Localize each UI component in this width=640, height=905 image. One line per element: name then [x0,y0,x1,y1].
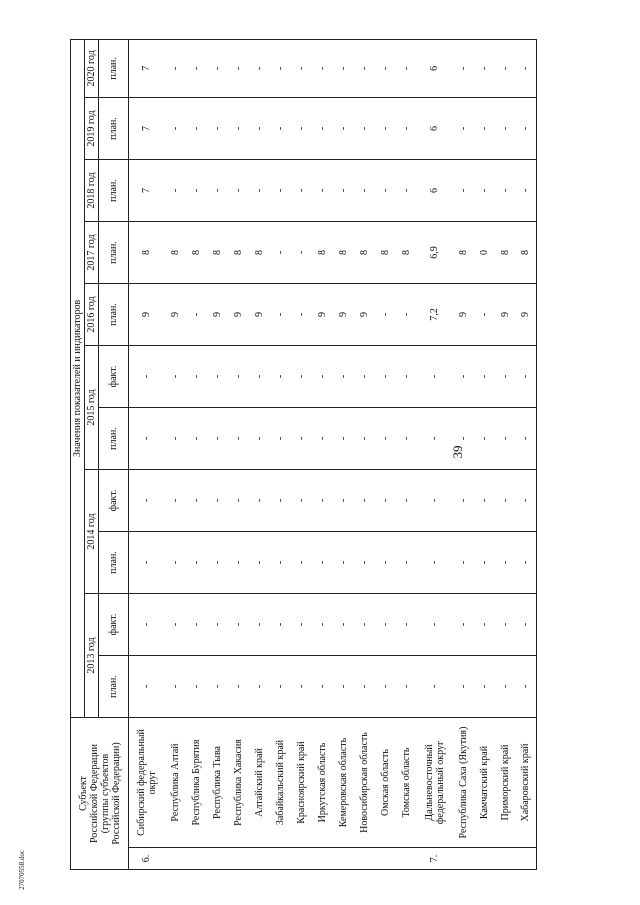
value-cell: - [396,408,417,470]
value-cell: - [396,284,417,346]
value-cell: - [474,346,495,408]
value-cell: - [165,39,186,97]
value-cell: - [453,656,474,718]
value-cell: - [375,656,396,718]
row-number [396,848,417,870]
value-cell: - [396,470,417,532]
table-row [291,39,312,869]
value-cell: - [312,160,333,222]
value-cell: 9 [495,284,516,346]
subject-name: Республика Саха (Якутия) [453,718,474,848]
year-header: 2020 год [85,39,99,97]
row-number: 7. [417,848,453,870]
subject-name: Республика Бурятия [186,718,207,848]
subject-name: Приморский край [495,718,516,848]
value-cell: - [333,470,354,532]
value-cell: - [396,594,417,656]
value-cell: - [270,39,291,97]
value-cell: - [186,284,207,346]
value-cell: - [312,408,333,470]
year-header: 2013 год [85,594,99,718]
value-cell: - [396,346,417,408]
value-cell: 9 [165,284,186,346]
value-cell: - [516,532,537,594]
value-cell: 0 [474,222,495,284]
row-number [186,848,207,870]
value-cell: - [207,594,228,656]
value-cell: - [375,532,396,594]
subject-header-line: Российской Федерации [88,744,100,844]
table-row [474,39,495,869]
subject-name: Алтайский край [249,718,270,848]
subject-name: Республика Тыва [207,718,228,848]
value-cell: - [165,346,186,408]
subject-name: Кемеровская область [333,718,354,848]
value-cell: - [495,98,516,160]
value-cell: 8 [207,222,228,284]
row-number [354,848,375,870]
values-header: Значения показателей и индикаторов [71,39,85,717]
value-cell: 9 [228,284,249,346]
subject-name: Республика Хакасия [228,718,249,848]
value-cell: - [312,39,333,97]
plan-header: план. [99,408,129,470]
row-number [516,848,537,870]
fact-header: факт. [99,346,129,408]
value-cell: - [129,408,165,470]
subject-header [71,718,129,870]
value-cell: - [270,594,291,656]
value-cell: - [516,160,537,222]
value-cell: - [396,160,417,222]
value-cell: - [396,532,417,594]
value-cell: - [453,594,474,656]
fact-header: факт. [99,594,129,656]
value-cell: - [165,160,186,222]
value-cell: 9 [333,284,354,346]
value-cell: - [186,160,207,222]
fact-header: факт. [99,470,129,532]
value-cell: - [354,346,375,408]
value-cell: - [474,284,495,346]
value-cell: - [453,160,474,222]
value-cell: 9 [249,284,270,346]
subject-name: Камчатский край [474,718,495,848]
value-cell: - [165,408,186,470]
value-cell: - [129,470,165,532]
value-cell: - [312,346,333,408]
value-cell: 8 [333,222,354,284]
value-cell: 8 [516,222,537,284]
value-cell: - [333,656,354,718]
value-cell: - [354,470,375,532]
table-row [249,39,270,869]
value-cell: - [516,346,537,408]
value-cell: - [495,160,516,222]
value-cell: 6 [417,160,453,222]
value-cell: 9 [354,284,375,346]
value-cell: - [354,39,375,97]
value-cell: - [228,532,249,594]
value-cell: 6 [417,98,453,160]
value-cell: - [186,470,207,532]
value-cell: - [186,408,207,470]
value-cell: - [207,470,228,532]
value-cell: - [249,98,270,160]
subject-name: Красноярский край [291,718,312,848]
year-header: 2017 год [85,222,99,284]
row-number [474,848,495,870]
value-cell: - [186,98,207,160]
value-cell: - [333,98,354,160]
plan-header: план. [99,160,129,222]
table-row [495,39,516,869]
row-number [165,848,186,870]
value-cell: - [417,470,453,532]
value-cell: - [228,656,249,718]
row-number [207,848,228,870]
value-cell: - [453,470,474,532]
value-cell: - [516,408,537,470]
value-cell: - [396,98,417,160]
row-number [291,848,312,870]
subject-header-line: Российской Федерации) [110,742,122,845]
subject-name: Иркутская область [312,718,333,848]
value-cell: - [375,346,396,408]
subject-header-line: Субъект [77,776,89,811]
value-cell: - [474,160,495,222]
table-row [312,39,333,869]
value-cell: - [228,408,249,470]
value-cell: - [186,39,207,97]
subject-name: Сибирский федеральный округ [129,718,165,848]
value-cell: - [207,39,228,97]
value-cell: - [474,656,495,718]
value-cell: - [228,39,249,97]
value-cell: - [516,98,537,160]
value-cell: - [129,532,165,594]
value-cell: 8 [453,222,474,284]
value-cell: - [453,39,474,97]
value-cell: 8 [186,222,207,284]
page-number: 39 [450,445,465,459]
value-cell: - [375,470,396,532]
value-cell: - [165,656,186,718]
value-cell: 8 [129,222,165,284]
plan-header: план. [99,98,129,160]
value-cell: 7 [129,39,165,97]
value-cell: - [165,594,186,656]
value-cell: - [495,594,516,656]
subject-name: Забайкальский край [270,718,291,848]
value-cell: - [375,39,396,97]
value-cell: - [270,470,291,532]
table-row [186,39,207,869]
value-cell: - [396,656,417,718]
value-cell: - [186,346,207,408]
value-cell: 8 [495,222,516,284]
value-cell: - [453,408,474,470]
plan-header: план. [99,284,129,346]
subject-name: Омская область [375,718,396,848]
row-number [333,848,354,870]
value-cell: - [129,594,165,656]
value-cell: - [249,408,270,470]
plan-header: план. [99,222,129,284]
value-cell: - [207,656,228,718]
value-cell: - [291,656,312,718]
value-cell: - [291,284,312,346]
value-cell: - [333,594,354,656]
value-cell: - [375,284,396,346]
value-cell: - [291,222,312,284]
row-number [375,848,396,870]
value-cell: - [495,656,516,718]
value-cell: - [417,656,453,718]
value-cell: - [354,408,375,470]
table-row [333,39,354,869]
row-number [495,848,516,870]
value-cell: - [333,532,354,594]
value-cell: - [333,39,354,97]
value-cell: - [453,98,474,160]
value-cell: - [249,470,270,532]
value-cell: - [396,39,417,97]
value-cell: - [474,408,495,470]
value-cell: - [291,346,312,408]
value-cell: 8 [354,222,375,284]
value-cell: - [228,594,249,656]
row-number [228,848,249,870]
value-cell: - [453,346,474,408]
value-cell: - [291,532,312,594]
value-cell: 9 [207,284,228,346]
value-cell: - [270,656,291,718]
value-cell: 9 [516,284,537,346]
value-cell: - [249,160,270,222]
table-row [165,39,186,869]
value-cell: - [129,346,165,408]
value-cell: - [474,39,495,97]
value-cell: - [165,470,186,532]
year-header: 2018 год [85,160,99,222]
value-cell: - [207,160,228,222]
value-cell: 8 [312,222,333,284]
value-cell: - [291,160,312,222]
table-row [396,39,417,869]
value-cell: - [249,532,270,594]
value-cell: - [249,346,270,408]
value-cell: - [312,594,333,656]
value-cell: - [228,346,249,408]
value-cell: 8 [165,222,186,284]
plan-header: план. [99,39,129,97]
value-cell: - [354,160,375,222]
value-cell: 7 [129,98,165,160]
value-cell: - [207,346,228,408]
value-cell: - [291,408,312,470]
table-row [453,39,474,869]
value-cell: - [354,656,375,718]
value-cell: - [516,470,537,532]
value-cell: - [354,594,375,656]
value-cell: - [186,656,207,718]
value-cell: 9 [129,284,165,346]
value-cell: 9 [312,284,333,346]
year-header: 2015 год [85,346,99,470]
value-cell: - [354,532,375,594]
value-cell: - [270,98,291,160]
value-cell: - [474,470,495,532]
value-cell: - [417,532,453,594]
value-cell: - [495,408,516,470]
value-cell: - [333,408,354,470]
table-body [129,39,537,869]
row-number [312,848,333,870]
table-row [228,39,249,869]
value-cell: - [354,98,375,160]
value-cell: - [249,656,270,718]
table-row [270,39,291,869]
row-number: 6. [129,848,165,870]
value-cell: - [291,39,312,97]
value-cell: - [312,98,333,160]
value-cell: 8 [249,222,270,284]
value-cell: - [417,408,453,470]
row-number [453,848,474,870]
value-cell: 7 [129,160,165,222]
subject-header-line: (группы субъектов [99,753,111,834]
value-cell: - [375,594,396,656]
value-cell: - [495,346,516,408]
value-cell: - [375,160,396,222]
table-row [417,39,453,869]
value-cell: 9 [453,284,474,346]
plan-header: план. [99,532,129,594]
value-cell: - [270,284,291,346]
subject-name: Томская область [396,718,417,848]
row-number [270,848,291,870]
indicator-table [70,39,537,870]
table-row [129,39,165,869]
value-cell: - [312,470,333,532]
value-cell: - [165,98,186,160]
value-cell: - [165,532,186,594]
value-cell: - [375,408,396,470]
value-cell: - [186,532,207,594]
value-cell: - [228,160,249,222]
value-cell: 8 [228,222,249,284]
value-cell: - [207,532,228,594]
value-cell: 6 [417,39,453,97]
value-cell: - [495,470,516,532]
subject-name: Новосибирская область [354,718,375,848]
value-cell: 8 [396,222,417,284]
value-cell: - [375,98,396,160]
subject-name: Хабаровский край [516,718,537,848]
value-cell: - [207,408,228,470]
value-cell: - [228,470,249,532]
value-cell: - [453,532,474,594]
value-cell: - [333,346,354,408]
value-cell: - [474,98,495,160]
year-header: 2016 год [85,284,99,346]
value-cell: - [516,39,537,97]
value-cell: - [516,656,537,718]
value-cell: - [270,408,291,470]
table-row [375,39,396,869]
value-cell: - [228,98,249,160]
value-cell: - [417,346,453,408]
table-row [354,39,375,869]
table-row [207,39,228,869]
value-cell: - [291,470,312,532]
value-cell: - [495,39,516,97]
value-cell: - [333,160,354,222]
subject-name: Республика Алтай [165,718,186,848]
value-cell: - [474,532,495,594]
value-cell: - [207,98,228,160]
value-cell: - [312,532,333,594]
table-row [516,39,537,869]
plan-header: план. [99,656,129,718]
value-cell: 6,9 [417,222,453,284]
value-cell: 8 [375,222,396,284]
value-cell: - [249,594,270,656]
value-cell: - [270,222,291,284]
year-header: 2014 год [85,470,99,594]
row-number [249,848,270,870]
value-cell: - [291,98,312,160]
value-cell: - [495,532,516,594]
value-cell: - [516,594,537,656]
value-cell: - [186,594,207,656]
value-cell: - [249,39,270,97]
footer-doc-code: 27070558.doc [18,850,26,890]
value-cell: - [417,594,453,656]
year-header: 2019 год [85,98,99,160]
value-cell: - [129,656,165,718]
value-cell: - [312,656,333,718]
value-cell: - [291,594,312,656]
value-cell: - [270,532,291,594]
value-cell: - [270,160,291,222]
value-cell: 7,2 [417,284,453,346]
value-cell: - [474,594,495,656]
subject-name: Дальневосточный федеральный округ [417,718,453,848]
value-cell: - [270,346,291,408]
